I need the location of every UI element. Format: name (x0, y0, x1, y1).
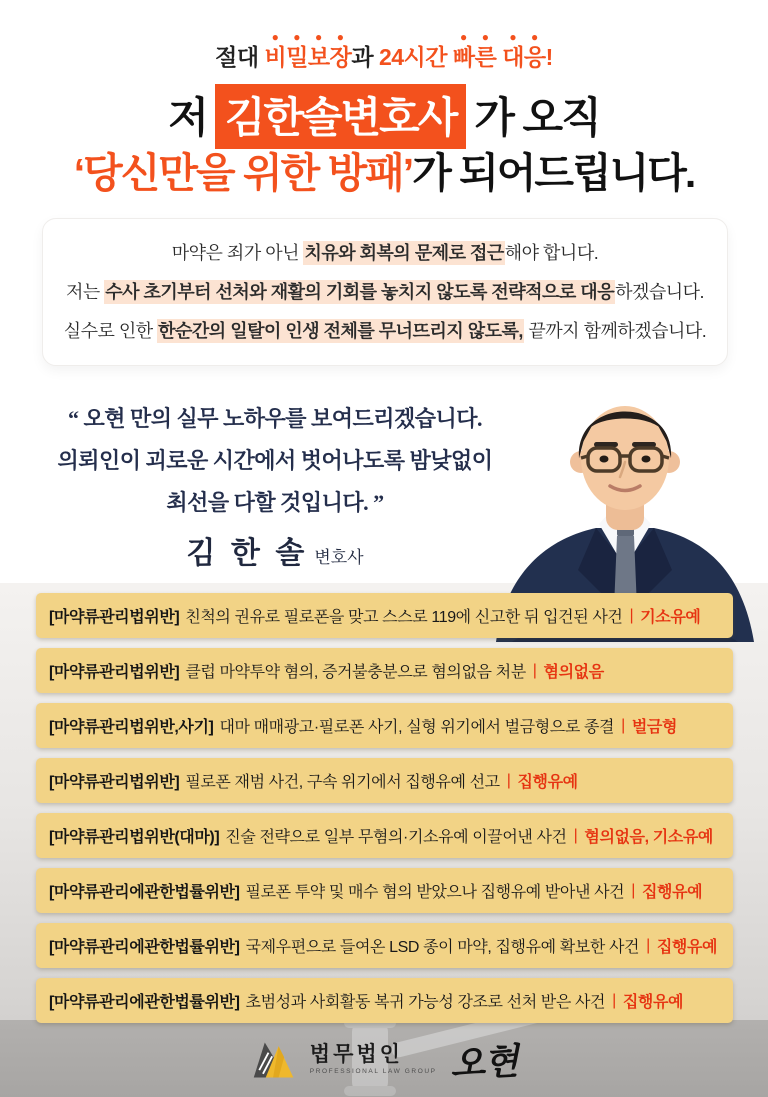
case-result: 집행유예 (517, 774, 578, 791)
case-result: 집행유예 (656, 939, 718, 956)
firm-name-korean: 법무법인 (309, 1043, 403, 1067)
headline-shield-accent: ‘당신만을 위한 방패’ (73, 150, 413, 196)
intro-line3-highlight: 한순간의 일탈이 인생 전체를 무너뜨리지 않도록, (158, 320, 523, 341)
case-description: 초범성과 사회활동 복귀 가능성 강조로 선처 받은 사건 (245, 994, 606, 1011)
case-result: 혐의없음, 기소유예 (584, 829, 713, 846)
case-description: 국제우편으로 들여온 LSD 종이 마약, 집행유예 확보한 사건 (245, 939, 640, 956)
intro-line3-pre: 실수로 인한 (63, 320, 158, 341)
tagline-24h: 24시간 (378, 44, 453, 70)
quote-line-2: 의뢰인이 괴로운 시간에서 벗어나도록 밤낮없이 (57, 448, 493, 473)
case-divider: | (631, 881, 635, 899)
case-description: 친척의 권유로 필로폰을 맞고 스스로 119에 신고한 뒤 입건된 사건 (185, 609, 623, 626)
case-description: 필로폰 재범 사건, 구속 위기에서 집행유예 선고 (185, 774, 500, 791)
tagline-exclaim: ! (545, 44, 553, 70)
case-row-5 (36, 813, 733, 858)
quote-line-3: 최선을 다할 것입니다. ” (166, 490, 384, 515)
case-divider: | (621, 716, 625, 734)
intro-line2-post: 하겠습니다. (615, 281, 705, 302)
case-divider: | (573, 826, 578, 844)
case-category: [마약류관리에관한법률위반] (49, 994, 240, 1011)
case-row-7 (36, 923, 733, 968)
case-row-4 (36, 758, 733, 803)
tagline-particle: 과 (351, 44, 379, 70)
tagline-secrecy: 비밀보장 (264, 44, 352, 70)
case-description: 필로폰 투약 및 매수 혐의 받았으나 집행유예 받아낸 사건 (245, 884, 625, 901)
case-category: [마약류관리법위반,사기] (49, 719, 214, 736)
tagline (0, 30, 768, 72)
case-description: 클럽 마약투약 혐의, 증거불충분으로 혐의없음 처분 (185, 664, 526, 681)
intro-line1-pre: 마약은 죄가 아닌 (171, 242, 304, 263)
case-results-list (36, 593, 733, 1023)
case-category: [마약류관리에관한법률위반] (49, 884, 240, 901)
case-row-6 (36, 868, 733, 913)
tagline-text-dark: 절대 (215, 44, 265, 70)
case-divider: | (612, 991, 616, 1009)
headline-pre: 저 (168, 94, 207, 141)
intro-message-box (42, 218, 728, 366)
case-row-1 (36, 593, 733, 638)
case-description: 대마 매매광고·필로폰 사기, 실형 위기에서 벌금형으로 종결 (219, 719, 615, 736)
case-description: 진술 전략으로 일부 무혐의·기소유예 이끌어낸 사건 (225, 829, 567, 846)
case-category: [마약류관리법위반(대마)] (49, 829, 220, 846)
case-result: 집행유예 (641, 884, 703, 901)
case-result: 벌금형 (631, 719, 677, 736)
lawyer-name: 김 한 솔 (186, 537, 309, 570)
lawyer-signature (40, 528, 510, 572)
intro-line-2 (66, 273, 704, 312)
case-category: [마약류관리법위반] (49, 774, 180, 791)
headline-post: 가 오직 (474, 94, 600, 141)
case-category: [마약류관리에관한법률위반] (49, 939, 240, 956)
case-result: 기소유예 (640, 609, 701, 626)
tagline-fast-response: 빠른 대응 (452, 44, 546, 70)
intro-line2-highlight: 수사 초기부터 선처와 재활의 기회를 놓치지 않도록 전략적으로 대응 (105, 281, 615, 302)
case-result: 혐의없음 (543, 664, 604, 681)
intro-line1-highlight: 치유와 회복의 문제로 접근 (304, 242, 504, 263)
intro-line1-post: 해야 합니다. (504, 242, 599, 263)
case-divider: | (532, 661, 537, 679)
headline-rest: 가 되어드립니다. (412, 150, 695, 196)
brand-calligraphy: 오현 (448, 1039, 519, 1086)
case-divider: | (646, 936, 650, 954)
footer-logo (0, 1030, 768, 1090)
case-row-8 (36, 978, 733, 1023)
headline-line2 (0, 140, 768, 199)
intro-line2-pre: 저는 (65, 281, 105, 302)
firm-name-english: PROFESSIONAL LAW GROUP (309, 1068, 437, 1076)
law-firm-mountain-icon (251, 1039, 297, 1081)
quote-line-1: “ 오현 만의 실무 노하우를 보여드리겠습니다. (67, 406, 483, 431)
case-category: [마약류관리법위반] (49, 609, 180, 626)
intro-line-3 (64, 312, 707, 351)
case-result: 집행유예 (622, 994, 684, 1011)
firm-name-block (310, 1044, 437, 1076)
case-divider: | (506, 771, 511, 789)
case-row-2 (36, 648, 733, 693)
case-row-3 (36, 703, 733, 748)
lawyer-title: 변호사 (314, 548, 364, 567)
intro-line3-post: 끝까지 함께하겠습니다. (523, 320, 707, 341)
case-category: [마약류관리법위반] (49, 664, 180, 681)
lawyer-name-highlight: 김한솔변호사 (215, 84, 466, 149)
case-divider: | (629, 606, 634, 624)
intro-line-1 (172, 234, 598, 273)
lawyer-quote (40, 398, 510, 524)
